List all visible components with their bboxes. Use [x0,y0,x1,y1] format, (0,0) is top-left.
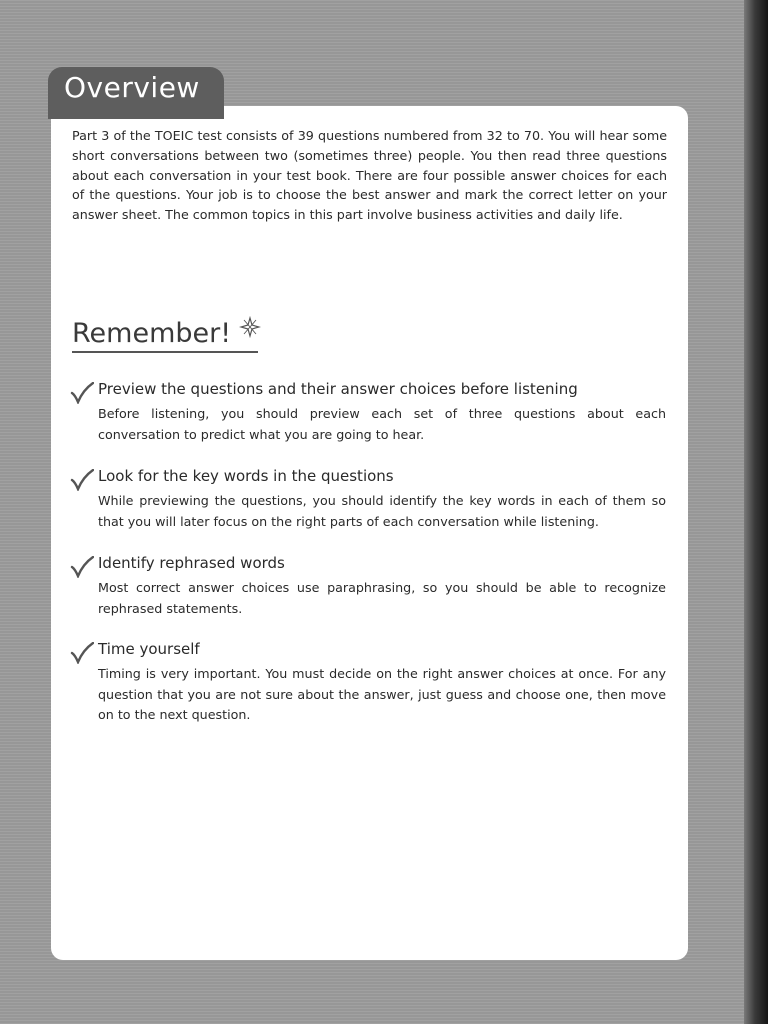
checkmark-icon [70,382,94,408]
overview-text: Part 3 of the TOEIC test consists of 39 questions numbered from 32 to 70. You will hear some short conversations between two (sometimes three) people. You then read three questions about each conversation in your test book. There are four possible answer choices for each of the questions. Your job is to choose the best answer and mark the correct letter on your answer sheet. The common topics in this part involve business activities and daily life. [72,128,667,223]
tip-body: Most correct answer choices use paraphrasing, so you should be able to recognize rephrased statements. [98,580,666,616]
tip-body: While previewing the questions, you should identify the key words in each of them so that you will later focus on the right parts of each conversation while listening. [98,493,666,529]
checkmark-icon [70,556,94,582]
overview-title: Overview [64,71,200,104]
tip-heading: Identify rephrased words [98,554,285,572]
sparkle-icon [239,316,261,342]
remember-section [72,318,258,353]
checkmark-icon [70,469,94,495]
tip-body: Timing is very important. You must decide on the right answer choices at once. For any question that you are not sure about the answer, just guess and choose one, then move on to the next question. [98,666,666,722]
tip-heading: Time yourself [98,640,200,658]
tip-heading: Preview the questions and their answer choices before listening [98,380,578,398]
tip-heading: Look for the key words in the questions [98,467,394,485]
content-card [51,106,688,960]
tip-body: Before listening, you should preview each set of three questions about each conversation to predict what you are going to hear. [98,406,666,442]
checkmark-icon [70,642,94,668]
remember-title: Remember! [72,318,258,353]
book-spine-shadow [744,0,768,1024]
